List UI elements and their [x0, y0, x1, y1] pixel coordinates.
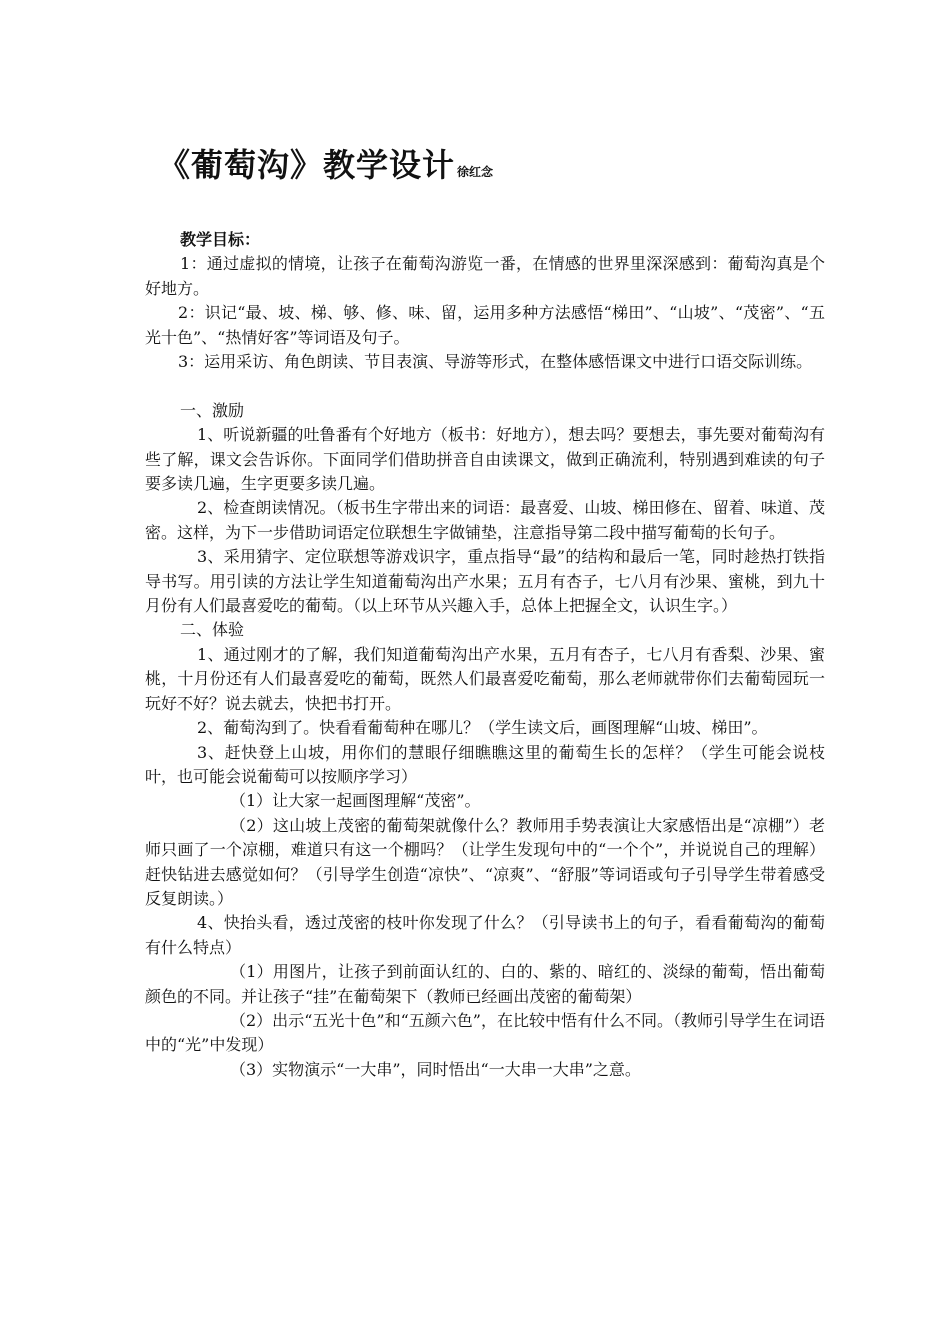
- document-body: [145, 228, 825, 1082]
- objective-3: 3：运用采访、角色朗读、节目表演、导游等形式，在整体感悟课文中进行口语交际训练。: [178, 352, 813, 372]
- objective-1: 1：通过虚拟的情境，让孩子在葡萄沟游览一番，在情感的世界里深深感到：葡萄沟真是个好地方。: [145, 254, 825, 298]
- section-2-item-4-sub-2: （2）出示“五光十色”和“五颜六色”，在比较中悟有什么不同。（教师引导学生在词语中的“光”中发现）: [145, 1010, 825, 1055]
- author-name: 徐红念: [457, 165, 494, 179]
- section-2-item-3-sub-2: （2）这山坡上茂密的葡萄架就像什么？教师用手势表演让大家感悟出是“凉棚”）老师只画了一个凉棚，难道只有这一个棚吗？（让学生发现句中的“一个个”，并说说自己的理解）赶快钻进去感觉如何？（引导学生创造“凉快”、“凉爽”、“舒服”等词语或句子引导学生带着感受反复朗读。）: [145, 815, 825, 908]
- section-1-heading: 一、激励: [180, 400, 245, 420]
- section-2-heading: 二、体验: [180, 620, 245, 640]
- objective-2: 2：识记“最、坡、梯、够、修、味、留，运用多种方法感悟“梯田”、“山坡”、“茂密”、“五光十色”、“热情好客”等词语及句子。: [145, 303, 825, 347]
- section-2-item-4: 4、快抬头看，透过茂密的枝叶你发现了什么？（引导读书上的句子，看看葡萄沟的葡萄有什么特点）: [145, 913, 825, 957]
- section-2-item-4-sub-1: （1）用图片，让孩子到前面认红的、白的、紫的、暗红的、淡绿的葡萄，悟出葡萄颜色的不同。并让孩子“挂”在葡萄架下（教师已经画出茂密的葡萄架）: [145, 962, 825, 1006]
- section-2-item-4-sub-3: （3）实物演示“一大串”，同时悟出“一大串一大串”之意。: [230, 1059, 641, 1079]
- section-1-item-1: 1、听说新疆的吐鲁番有个好地方（板书：好地方），想去吗？要想去，事先要对葡萄沟有些了解，课文会告诉你。下面同学们借助拼音自由读课文，做到正确流利，特别遇到难读的句子要多读几遍，生字更要多读几遍。: [145, 425, 825, 494]
- section-1-item-3: 3、采用猜字、定位联想等游戏识字，重点指导“最”的结构和最后一笔，同时趁热打铁指导书写。用引读的方法让学生知道葡萄沟出产水果；五月有杏子，七八月有沙果、蜜桃，到九十月份有人们最喜爱吃的葡萄。（以上环节从兴趣入手，总体上把握全文，认识生字。）: [145, 547, 825, 616]
- objectives-heading: 教学目标：: [180, 230, 261, 249]
- section-2-item-3-sub-1: （1）让大家一起画图理解“茂密”。: [230, 791, 481, 811]
- section-2-item-2: 2、葡萄沟到了。快看看葡萄种在哪儿？（学生读文后，画图理解“山坡、梯田”。: [197, 718, 768, 738]
- title-text: 《葡萄沟》教学设计: [158, 146, 456, 184]
- section-2-item-1: 1、通过刚才的了解，我们知道葡萄沟出产水果，五月有杏子，七八月有香梨、沙果、蜜桃，十月份还有人们最喜爱吃的葡萄，既然人们最喜爱吃葡萄，那么老师就带你们去葡萄园玩一玩好不好？说去就去，快把书打开。: [145, 644, 825, 713]
- document-title: [158, 140, 493, 197]
- blank-line: [145, 374, 825, 398]
- section-2-item-3: 3、赶快登上山坡，用你们的慧眼仔细瞧瞧这里的葡萄生长的怎样？（学生可能会说枝叶，也可能会说葡萄可以按顺序学习）: [145, 742, 825, 786]
- section-1-item-2: 2、检查朗读情况。（板书生字带出来的词语：最喜爱、山坡、梯田修在、留着、味道、茂密。这样，为下一步借助词语定位联想生字做铺垫，注意指导第二段中描写葡萄的长句子。: [145, 498, 825, 542]
